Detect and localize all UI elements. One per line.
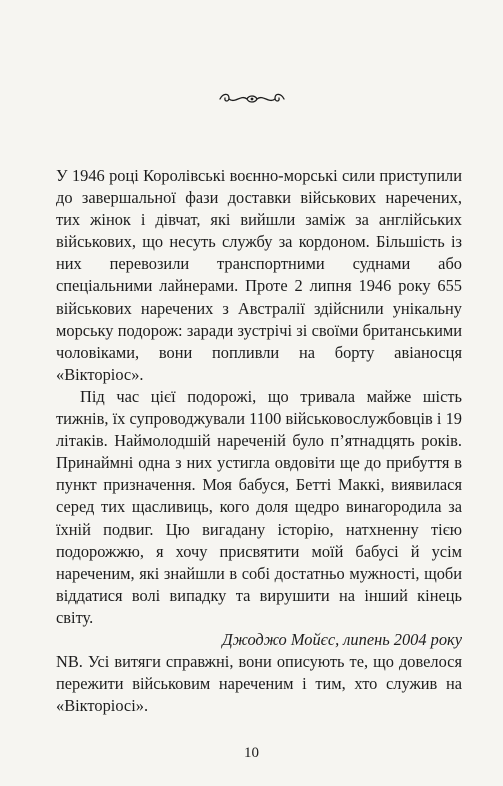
author-signature: Джоджо Мойєс, липень 2004 року <box>222 629 462 649</box>
nb-note: NB. Усі витяги справжні, вони описують те, що довелося пережити військовим нареченим і тим, хто служив на «Вікторіосі». <box>56 652 462 716</box>
flourish-ornament-icon <box>217 90 287 108</box>
page-number: 10 <box>244 745 259 761</box>
paragraph-intro: У 1946 році Королівські воєнно-морські сили приступили до завершальної фази доставки військових наречених, тих жінок і дівчат, які вийшли заміж за англійських військових, що несуть службу за кордоном. Більшість із них перевозили транспортними суднами або спеціальними лайнерами. Проте 2 липня 1946 року 655 військових наречених з Австралії здійснили унікальну морську подорож: заради зустрічі зі своїми британськими чоловіками, вони попливли на борту авіаносця «Вікторіос». <box>56 166 462 384</box>
paragraph-voyage: Під час цієї подорожі, що тривала майже шість тижнів, їх супроводжували 1100 військовослужбовців і 19 літаків. Наймолодшій нареченій було п’ятнадцять років. Принаймні одна з них устигла овдовіти ще до прибуття в пункт призначення. Моя бабуся, Бетті Маккі, виявилася серед тих щасливиць, кого доля щедро винагородила за їхній подвиг. Цю вигадану історію, натхненну тією подорожжю, я хочу присвятити моїй бабусі й усім нареченим, які знайшли в собі достатньо мужності, щоби віддатися волі випадку та вирушити на інший кінець світу. <box>56 386 462 627</box>
main-text <box>56 165 462 717</box>
